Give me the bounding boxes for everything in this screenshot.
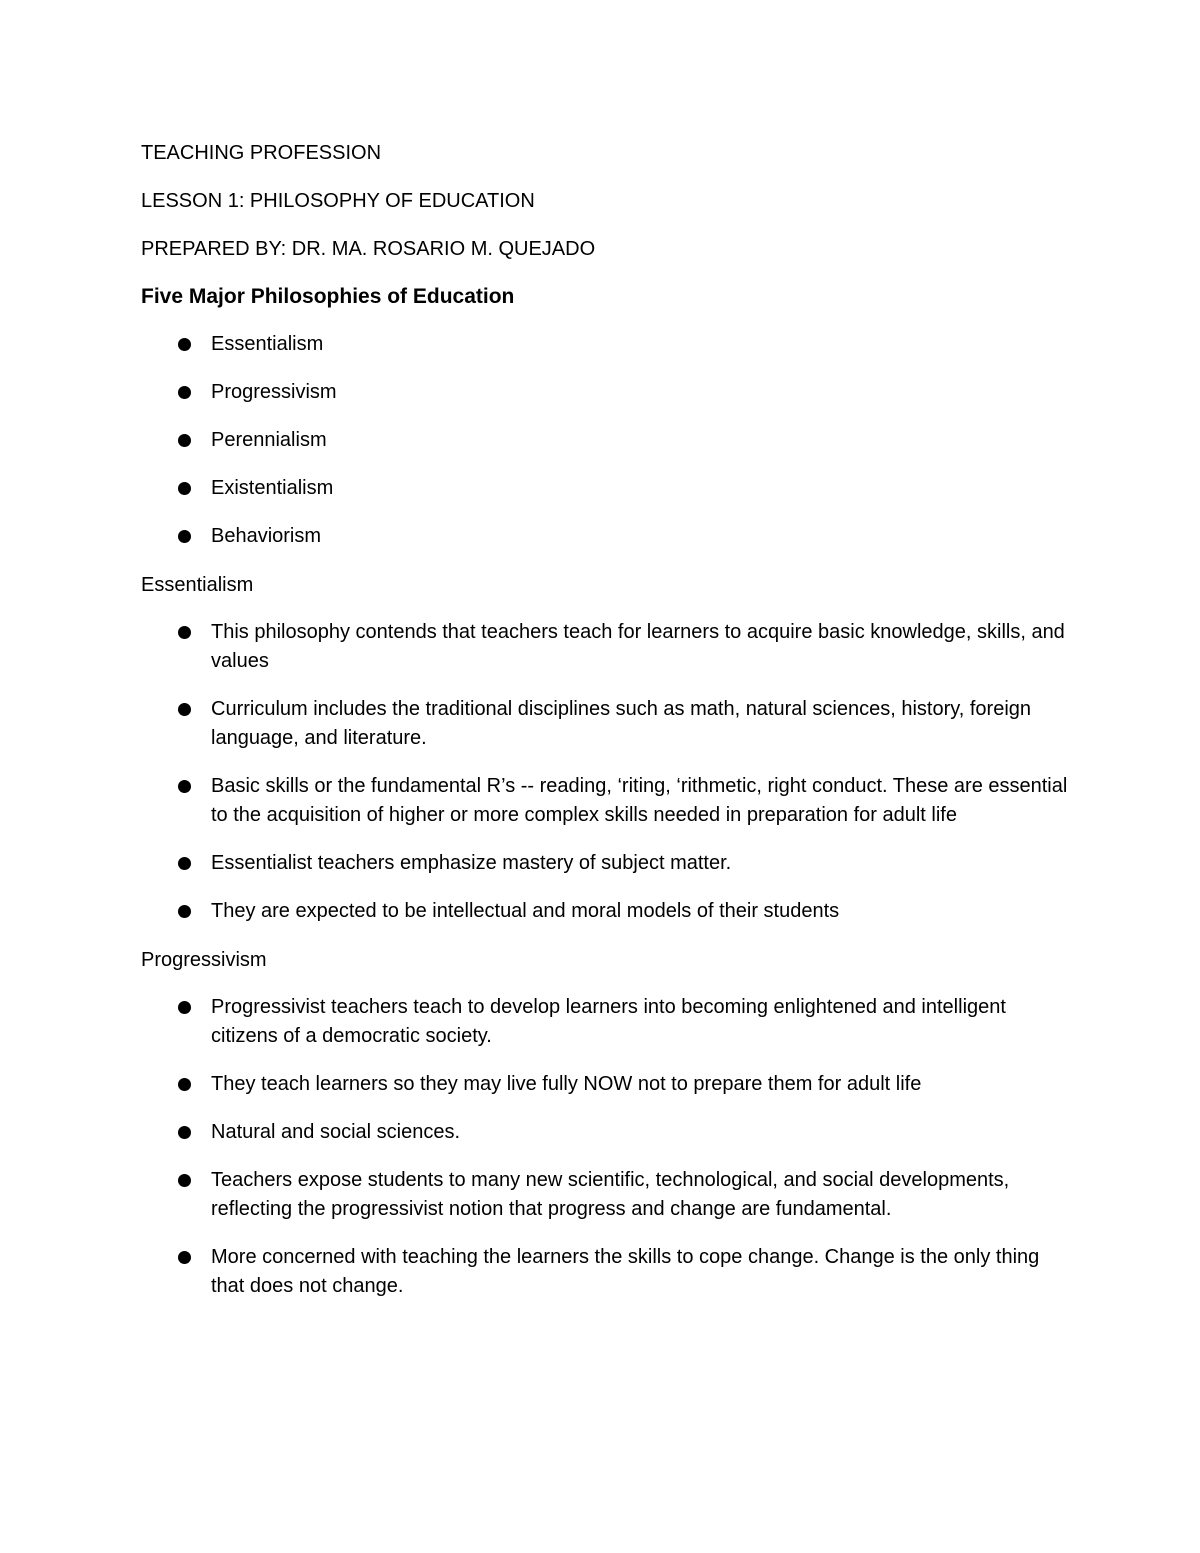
bullet-icon [178, 1126, 191, 1139]
list-item: Behaviorism [141, 522, 1071, 551]
list-item: Curriculum includes the traditional disciplines such as math, natural sciences, history, foreign language, and literature. [141, 695, 1071, 753]
overview-title: Five Major Philosophies of Education [141, 285, 515, 308]
list-item: Basic skills or the fundamental R’s -- reading, ‘riting, ‘rithmetic, right conduct. These are essential to the acquisition of higher or more complex skills needed in preparation for adult life [141, 772, 1071, 830]
list-item: Progressivism [141, 378, 1071, 407]
list-item: More concerned with teaching the learners the skills to cope change. Change is the only thing that does not change. [141, 1243, 1071, 1301]
progressivism-heading: Progressivism [141, 949, 267, 971]
prepared-by: PREPARED BY: DR. MA. ROSARIO M. QUEJADO [141, 238, 596, 260]
document-title: TEACHING PROFESSION [141, 142, 382, 164]
list-item: They teach learners so they may live fully NOW not to prepare them for adult life [141, 1070, 1071, 1099]
list-item: Essentialist teachers emphasize mastery of subject matter. [141, 849, 1071, 878]
progressivism-list [141, 993, 1071, 1301]
list-item: Natural and social sciences. [141, 1118, 1071, 1147]
list-item: They are expected to be intellectual and moral models of their students [141, 897, 1071, 926]
bullet-icon [178, 1174, 191, 1187]
lesson-title: LESSON 1: PHILOSOPHY OF EDUCATION [141, 190, 535, 212]
bullet-icon [178, 530, 191, 543]
list-item: Perennialism [141, 426, 1071, 455]
list-item: Teachers expose students to many new scientific, technological, and social developments, reflecting the progressivist notion that progress and change are fundamental. [141, 1166, 1071, 1224]
bullet-icon [178, 703, 191, 716]
bullet-icon [178, 386, 191, 399]
bullet-icon [178, 482, 191, 495]
list-item: Progressivist teachers teach to develop learners into becoming enlightened and intelligent citizens of a democratic society. [141, 993, 1071, 1051]
bullet-icon [178, 1001, 191, 1014]
list-item: Existentialism [141, 474, 1071, 503]
bullet-icon [178, 905, 191, 918]
essentialism-heading: Essentialism [141, 574, 254, 596]
bullet-icon [178, 1078, 191, 1091]
bullet-icon [178, 338, 191, 351]
list-item: This philosophy contends that teachers teach for learners to acquire basic knowledge, skills, and values [141, 618, 1071, 676]
bullet-icon [178, 626, 191, 639]
bullet-icon [178, 1251, 191, 1264]
essentialism-list [141, 618, 1071, 926]
overview-list [141, 330, 1071, 551]
bullet-icon [178, 434, 191, 447]
bullet-icon [178, 780, 191, 793]
list-item: Essentialism [141, 330, 1071, 359]
document-page [141, 138, 1071, 1320]
bullet-icon [178, 857, 191, 870]
